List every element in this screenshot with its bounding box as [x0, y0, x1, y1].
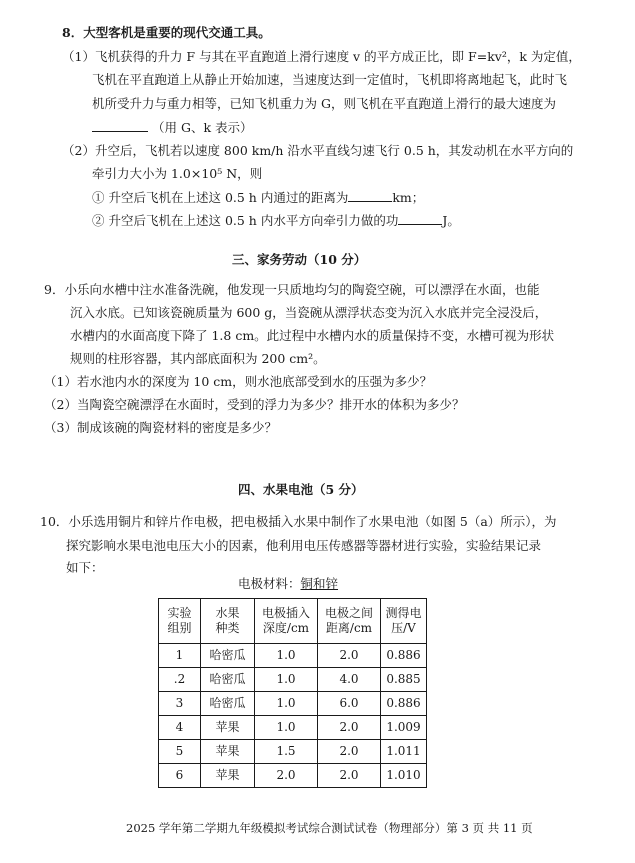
q8-part1-line2: 飞机在平直跑道上从静止开始加速，当速度达到一定值时，飞机即将离地起飞，此时飞 [92, 72, 568, 87]
table-row [159, 740, 427, 764]
answer-blank[interactable] [398, 212, 442, 225]
q8-part1-line3: 机所受升力与重力相等，已知飞机重力为 G，则飞机在平直跑道上滑行的最大速度为 [92, 96, 556, 111]
table-cell: 4.0 [318, 668, 381, 692]
q8-part1-line4 [92, 119, 253, 136]
answer-blank[interactable] [92, 119, 148, 132]
table-cell: 1.0 [255, 668, 318, 692]
table-cell: 苹果 [201, 716, 255, 740]
table-header-cell: 电极插入 深度/cm [255, 599, 318, 644]
page-footer: 2025 学年第二学期九年级模拟考试综合测试试卷（物理部分）第 3 页 共 11 页 [126, 821, 533, 835]
table-cell: 3 [159, 692, 201, 716]
answer-blank[interactable] [348, 189, 392, 202]
table-cell: 1 [159, 644, 201, 668]
q9-line3: 水槽内的水面高度下降了 1.8 cm。此过程中水槽内水的质量保持不变，水槽可视为形状 [70, 328, 555, 343]
table-header-cell: 测得电 压/V [381, 599, 427, 644]
q9-sub2: （2）当陶瓷空碗漂浮在水面时，受到的浮力为多少？排开水的体积为多少？ [44, 397, 465, 412]
q8-part2-line2: 牵引力大小为 1.0×10⁵ N，则 [92, 166, 263, 181]
table-row [159, 692, 427, 716]
experiment-table [158, 598, 427, 788]
table-cell: 2.0 [318, 644, 381, 668]
table-header-cell: 水果 种类 [201, 599, 255, 644]
table-cell: 6.0 [318, 692, 381, 716]
q10-line3: 如下： [66, 560, 104, 575]
table-row [159, 716, 427, 740]
q9-sub1: （1）若水池内水的深度为 10 cm，则水池底部受到水的压强为多少？ [44, 374, 433, 389]
q8-sub2-unit: J。 [442, 213, 460, 228]
table-cell: 0.886 [381, 692, 427, 716]
table-cell: 1.0 [255, 692, 318, 716]
q10-line1: 10．小乐选用铜片和锌片作电极，把电极插入水果中制作了水果电池（如图 5（a）所示），为 [40, 514, 557, 529]
q8-sub1-text: ① 升空后飞机在上述这 0.5 h 内通过的距离为 [92, 190, 349, 205]
table-cell: 1.0 [255, 716, 318, 740]
table-cell: 哈密瓜 [201, 644, 255, 668]
table-cell: .2 [159, 668, 201, 692]
table-cell: 1.0 [255, 644, 318, 668]
table-row [159, 668, 427, 692]
q8-sub1-unit: km； [392, 190, 425, 205]
q9-line1: 9．小乐向水槽中注水准备洗碗，他发现一只质地均匀的陶瓷空碗，可以漂浮在水面，也能 [44, 282, 540, 297]
electrode-material-value: 铜和锌 [300, 576, 339, 591]
table-header-row [159, 599, 427, 644]
section-heading: 三、家务劳动（10 分） [232, 252, 367, 267]
table-cell: 苹果 [201, 764, 255, 788]
table-cell: 哈密瓜 [201, 668, 255, 692]
table-cell: 1.011 [381, 740, 427, 764]
table-cell: 0.886 [381, 644, 427, 668]
table-cell: 1.010 [381, 764, 427, 788]
table-cell: 0.885 [381, 668, 427, 692]
table-cell: 1.5 [255, 740, 318, 764]
q8-part1-hint: （用 G、k 表示） [151, 120, 253, 135]
q10-line2: 探究影响水果电池电压大小的因素，他利用电压传感器等器材进行实验，实验结果记录 [66, 538, 542, 553]
q9-sub3: （3）制成该碗的陶瓷材料的密度是多少？ [44, 420, 277, 435]
table-row [159, 644, 427, 668]
table-cell: 2.0 [318, 716, 381, 740]
q8-part2-sub1 [92, 189, 424, 206]
table-header-cell: 电极之间 距离/cm [318, 599, 381, 644]
table-cell: 6 [159, 764, 201, 788]
table-row [159, 764, 427, 788]
table-header-cell: 实验 组别 [159, 599, 201, 644]
q8-title: 8．大型客机是重要的现代交通工具。 [62, 25, 271, 40]
table-cell: 苹果 [201, 740, 255, 764]
table-cell: 2.0 [318, 764, 381, 788]
table-cell: 2.0 [318, 740, 381, 764]
q8-part2-sub2 [92, 212, 460, 229]
section-heading: 四、水果电池（5 分） [238, 482, 364, 497]
electrode-material [238, 576, 338, 592]
q8-part2-line1: （2）升空后，飞机若以速度 800 km/h 沿水平直线匀速飞行 0.5 h，其发动机在水平方向的 [62, 143, 574, 158]
table-cell: 哈密瓜 [201, 692, 255, 716]
table-cell: 2.0 [255, 764, 318, 788]
table-cell: 4 [159, 716, 201, 740]
electrode-material-label: 电极材料： [238, 576, 301, 591]
q9-line4: 规则的柱形容器，其内部底面积为 200 cm²。 [70, 351, 326, 366]
table-cell: 1.009 [381, 716, 427, 740]
table-cell: 5 [159, 740, 201, 764]
q8-part1-line1: （1）飞机获得的升力 F 与其在平直跑道上滑行速度 v 的平方成正比，即 F=kv²，k 为定值， [62, 49, 581, 64]
q9-line2: 沉入水底。已知该瓷碗质量为 600 g，当瓷碗从漂浮状态变为沉入水底并完全浸没后， [70, 305, 548, 320]
q8-sub2-text: ② 升空后飞机在上述这 0.5 h 内水平方向牵引力做的功 [92, 213, 399, 228]
